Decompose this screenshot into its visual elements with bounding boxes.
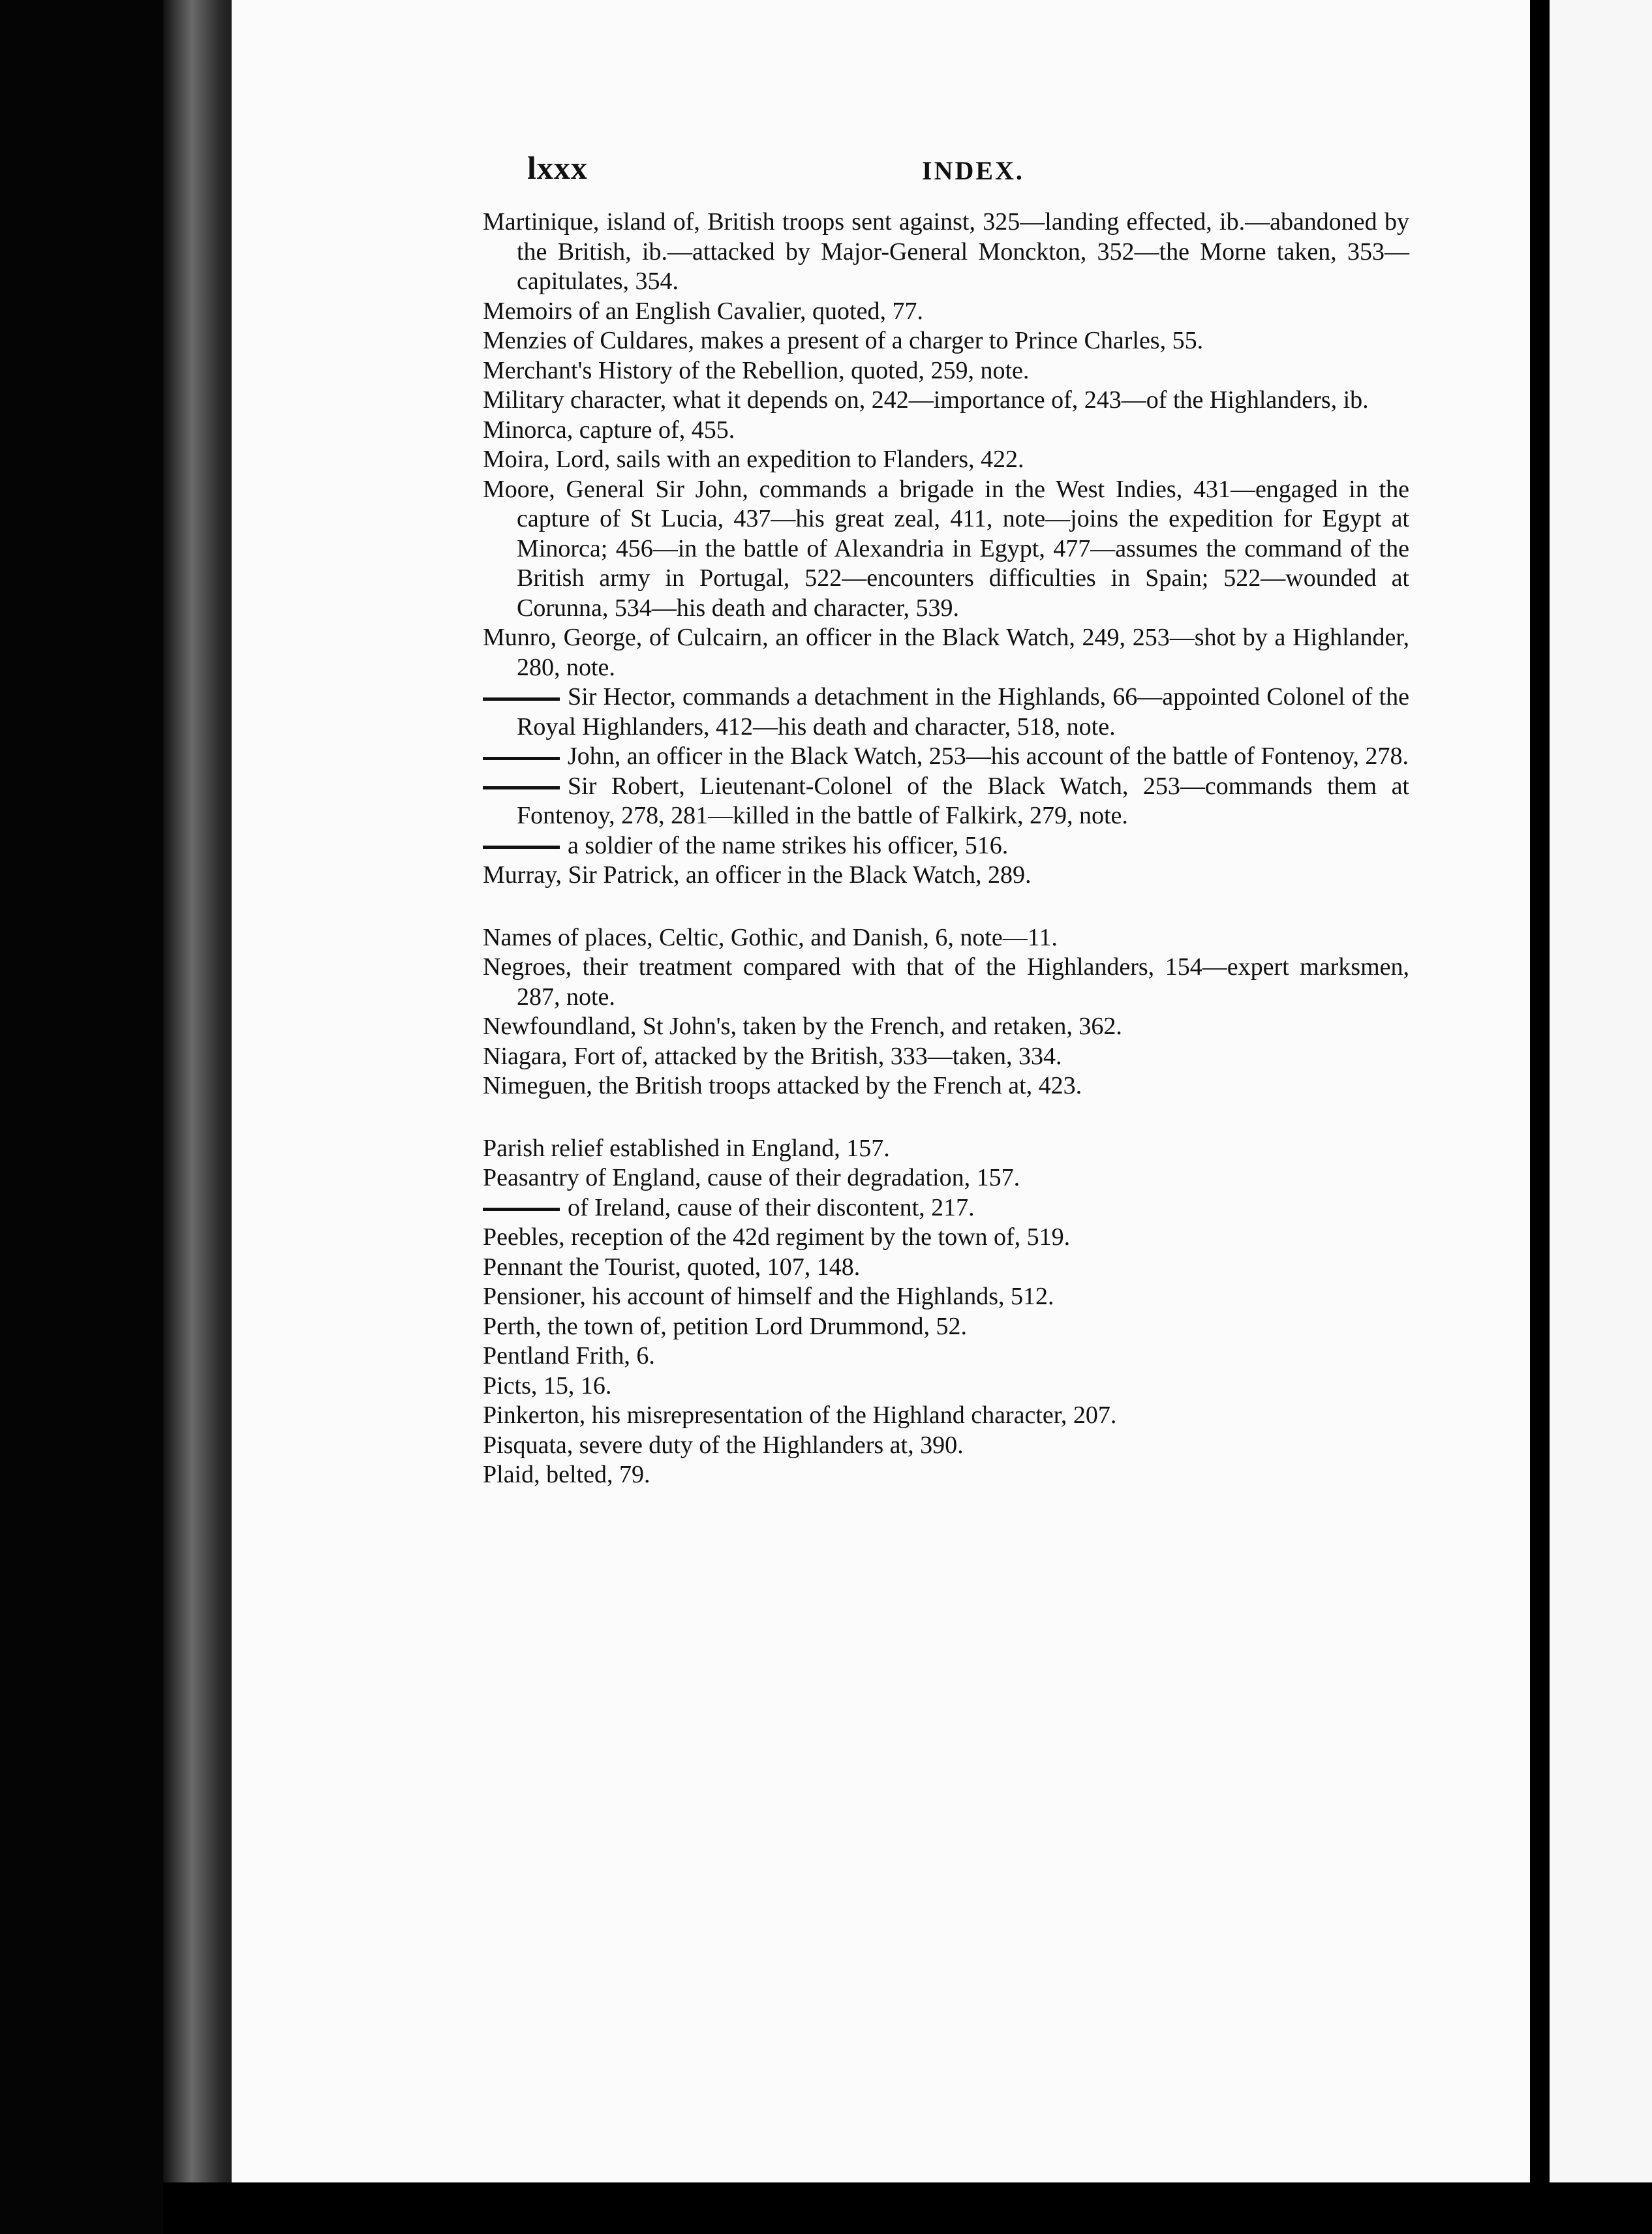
ditto-rule xyxy=(483,846,560,849)
scan-left-border xyxy=(0,0,183,2234)
book-page-edges xyxy=(163,0,235,2234)
index-entry: Pentland Frith, 6. xyxy=(483,1342,655,1369)
index-subentry xyxy=(483,831,1409,861)
index-entry: Moore, General Sir John, commands a brigade in the West Indies, 431—engaged in the capture of St Lucia, 437—his great zeal, 411, note—joins the expedition for Egypt at Minorca; 456—in the battle of Alexandria in Egypt, 477—assumes the command of the British army in Portugal, 522—encounters difficulties in Spain; 522—wounded at Corunna, 534—his death and character, 539. xyxy=(483,475,1409,622)
section-gap xyxy=(483,1101,1409,1134)
ditto-rule xyxy=(483,1208,560,1211)
page-title: INDEX. xyxy=(922,156,1024,185)
index-entry: Peasantry of England, cause of their degradation, 157. xyxy=(483,1164,1020,1191)
section-gap xyxy=(483,891,1409,923)
index-entry: Parish relief established in England, 157. xyxy=(483,1134,890,1162)
index-subentry xyxy=(483,1193,1409,1223)
index-entry: Moira, Lord, sails with an expedition to Flanders, 422. xyxy=(483,446,1024,473)
index-entry: Munro, George, of Culcairn, an officer in the Black Watch, 249, 253—shot by a Highlander, 280, note. xyxy=(483,624,1409,681)
index-entry: Pensioner, his account of himself and the Highlands, 512. xyxy=(483,1283,1054,1310)
ditto-rule xyxy=(483,757,560,760)
index-subentry-text: John, an officer in the Black Watch, 253—his account of the battle of Fontenoy, 278. xyxy=(568,742,1409,770)
index-entry: Memoirs of an English Cavalier, quoted, 77. xyxy=(483,297,923,325)
index-entry: Newfoundland, St John's, taken by the French, and retaken, 362. xyxy=(483,1013,1122,1040)
index-subentry-text: Sir Robert, Lieutenant-Colonel of the Black Watch, 253—commands them at Fontenoy, 278, 281—killed in the battle of Falkirk, 279, note. xyxy=(517,772,1409,829)
facing-page-edge xyxy=(1550,0,1652,2234)
scan-bottom-border xyxy=(163,2182,1652,2234)
ditto-rule xyxy=(483,786,560,789)
index-entry: Plaid, belted, 79. xyxy=(483,1461,650,1488)
index-section-m xyxy=(483,207,1409,891)
index-body xyxy=(483,207,1409,1490)
index-entry: Martinique, island of, British troops sent against, 325—landing effected, ib.—abandoned by the British, ib.—attacked by Major-General Monckton, 352—the Morne taken, 353—capitulates, 354. xyxy=(483,208,1409,295)
index-section-p xyxy=(483,1134,1409,1490)
index-subentry xyxy=(483,772,1409,831)
index-entry: Minorca, capture of, 455. xyxy=(483,416,735,444)
index-subentry-text: a soldier of the name strikes his officer, 516. xyxy=(568,831,1009,859)
index-subentry xyxy=(483,742,1409,772)
index-entry: Pisquata, severe duty of the Highlanders at, 390. xyxy=(483,1431,964,1459)
index-entry: Peebles, reception of the 42d regiment by the town of, 519. xyxy=(483,1223,1071,1251)
index-entry: Names of places, Celtic, Gothic, and Danish, 6, note—11. xyxy=(483,923,1058,951)
index-section-n xyxy=(483,923,1409,1101)
index-subentry xyxy=(483,682,1409,742)
book-gutter xyxy=(1530,0,1550,2234)
index-entry: Menzies of Culdares, makes a present of a charger to Prince Charles, 55. xyxy=(483,327,1204,354)
index-entry: Military character, what it depends on, 242—importance of, 243—of the Highlanders, ib. xyxy=(483,386,1369,414)
index-entry: Merchant's History of the Rebellion, quoted, 259, note. xyxy=(483,356,1030,384)
index-entry: Perth, the town of, petition Lord Drummond, 52. xyxy=(483,1312,967,1340)
index-entry: Murray, Sir Patrick, an officer in the Black Watch, 289. xyxy=(483,861,1032,889)
index-entry: Pinkerton, his misrepresentation of the Highland character, 207. xyxy=(483,1401,1117,1429)
index-subentry-text: of Ireland, cause of their discontent, 217. xyxy=(568,1193,975,1221)
page-number: lxxx xyxy=(527,149,588,186)
index-subentry-text: Sir Hector, commands a detachment in the Highlands, 66—appointed Colonel of the Royal Highlanders, 412—his death and character, 518, note. xyxy=(517,683,1409,741)
index-entry: Pennant the Tourist, quoted, 107, 148. xyxy=(483,1253,861,1281)
ditto-rule xyxy=(483,697,560,701)
index-entry: Picts, 15, 16. xyxy=(483,1371,612,1400)
index-entry: Negroes, their treatment compared with that of the Highlanders, 154—expert marksmen, 287, note. xyxy=(483,953,1409,1011)
index-entry: Nimeguen, the British troops attacked by the French at, 423. xyxy=(483,1072,1082,1099)
index-entry: Niagara, Fort of, attacked by the British, 333—taken, 334. xyxy=(483,1042,1062,1070)
